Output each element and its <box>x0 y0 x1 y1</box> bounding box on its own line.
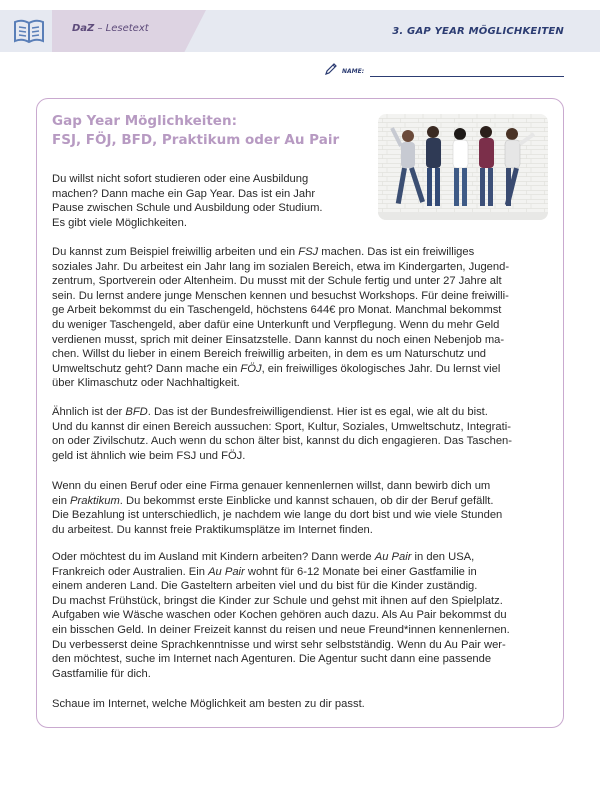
p1-line-5: ge Arbeit bekommst du ein Taschengeld, höchstens 644€ pro Monat. Manchmal bekommst <box>52 304 502 317</box>
p1-fsj-term: FSJ <box>298 246 319 258</box>
p3-line-1: Wenn du einen Beruf oder eine Firma genauer kennenlernen willst, dann bewirb dich um <box>52 480 491 492</box>
p2-line-4: geld ist ähnlich wie beim FSJ und FÖJ. <box>52 449 246 462</box>
title-line-2: FSJ, FÖJ, BFD, Praktikum oder Au Pair <box>52 132 340 148</box>
closing-sentence <box>52 697 548 712</box>
p3-line-4: du arbeitest. Du kannst freie Praktikumsplätze im Internet finden. <box>52 523 373 536</box>
p4-line-3: einem anderen Land. Die Gasteltern arbeiten viel und du bist für die Kinder zuständig. <box>52 580 478 593</box>
p1-line-9 <box>52 362 548 377</box>
p1-foej-term: FÖJ <box>240 362 262 375</box>
p1-line-1-c: machen. Das ist ein freiwilliges <box>318 246 475 258</box>
p4-line-7: Du verbesserst deine Sprachkenntnisse und wirst sehr selbstständig. Wenn du Au Pair wer- <box>52 638 506 651</box>
name-label: NAME: <box>342 68 365 75</box>
p4-line-2-c: wohnt für 6-12 Monate bei einer Gastfamilie in <box>244 565 477 578</box>
name-field[interactable] <box>324 60 566 80</box>
p1-line-2: soziales Jahr. Du arbeitest ein Jahr lang im sozialen Bereich, etwa im Kindergarten, Jugend- <box>52 260 510 273</box>
p3-line-2-c: . Du bekommst erste Einblicke und kannst schauen, ob dir der Beruf gefällt. <box>119 494 494 507</box>
header-bar <box>0 0 600 52</box>
intro-line-2: machen? Dann mache ein Gap Year. Das ist ein Jahr <box>52 187 316 200</box>
p1-line-1 <box>52 245 548 260</box>
p1-line-3: zentrum, Sportverein oder Altenheim. Du musst mit der Schule fertig und unter 27 Jahre alt <box>52 275 502 288</box>
intro-line-4: Es gibt viele Möglichkeiten. <box>52 216 187 229</box>
name-line[interactable] <box>370 76 564 77</box>
title-line-1: Gap Year Möglichkeiten: <box>52 113 237 129</box>
p4-au-pair-term: Au Pair <box>374 551 412 563</box>
p4-line-4: Du machst Frühstück, bringst die Kinder zur Schule und gehst mit ihnen auf den Spielplatz. <box>52 594 503 607</box>
p3-line-3: Die Bezahlung ist unterschiedlich, je nachdem wie lange du dort bist und wie viele Stunden <box>52 509 503 522</box>
p4-line-5: Aufgaben wie Wäsche waschen oder Kochen gehören auch dazu. Als Au Pair bekommst du <box>52 609 507 622</box>
paragraph-au-pair <box>52 550 548 681</box>
p4-line-9: Gastfamilie für dich. <box>52 667 151 680</box>
p4-line-8: den möchtest, suche im Internet nach Agenturen. Die Agentur sucht dann eine passende <box>52 653 492 666</box>
pencil-icon <box>324 62 338 76</box>
p1-line-9-c: , ein freiwilliges ökologisches Jahr. Du lernst viel <box>261 362 501 375</box>
p2-line-3: on oder Zivilschutz. Auch wenn du schon älter bist, kannst du dich engagieren. Das Taschen- <box>52 435 512 448</box>
subject-label-bold: DaZ <box>72 23 95 34</box>
p4-line-1-c: in den USA, <box>411 551 475 563</box>
page-title <box>52 112 362 150</box>
worksheet-title: 3. GAP YEAR MÖGLICHKEITEN <box>392 26 564 37</box>
intro-line-1: Du willst nicht sofort studieren oder eine Ausbildung <box>52 173 309 185</box>
paragraph-bfd <box>52 405 548 463</box>
p1-line-9-a: Umweltschutz geht? Dann mache ein <box>52 362 241 375</box>
intro-paragraph <box>52 172 352 230</box>
p4-line-2-a: Frankreich oder Australien. Ein <box>52 565 209 578</box>
p4-line-6: ein bisschen Geld. In deiner Freizeit kannst du reisen und neue Freund*innen kennenlernen. <box>52 623 510 636</box>
p1-line-6: du weniger Taschengeld, aber dafür eine Unterkunft und Verpflegung. Wenn du mehr Geld <box>52 318 500 331</box>
subject-label <box>72 23 149 34</box>
p4-line-2 <box>52 565 548 580</box>
intro-line-3: Pause zwischen Schule und Ausbildung oder Studium. <box>52 202 323 215</box>
p1-line-10: über Klimaschutz oder Nachhaltigkeit. <box>52 377 240 390</box>
p4-au-pair-term-2: Au Pair <box>208 565 245 578</box>
p2-bfd-term: BFD <box>125 406 148 418</box>
group-photo <box>378 114 548 220</box>
p2-line-2: Und du kannst dir einen Bereich aussuchen: Sport, Kultur, Soziales, Umweltschutz, Integrati- <box>52 420 511 433</box>
p3-line-2 <box>52 494 548 509</box>
p2-line-1 <box>52 405 548 420</box>
p3-praktikum-term: Praktikum <box>70 494 120 507</box>
paragraph-fsj <box>52 245 548 391</box>
subject-label-rest: – Lesetext <box>94 23 149 34</box>
p4-line-1-a: Oder möchtest du im Ausland mit Kindern arbeiten? Dann werde <box>52 551 375 563</box>
p3-line-2-a: ein <box>52 494 71 507</box>
paragraph-praktikum <box>52 479 548 537</box>
p4-line-1 <box>52 550 548 565</box>
p1-line-1-a: Du kannst zum Beispiel freiwillig arbeiten und ein <box>52 246 299 258</box>
p1-line-8: chen. Willst du lieber in einem Bereich freiwillig arbeiten, in dem es um Naturschutz und <box>52 348 487 361</box>
closing-line: Schaue im Internet, welche Möglichkeit am besten zu dir passt. <box>52 698 365 710</box>
p1-line-4: sein. Du lernst andere junge Menschen kennen und besuchst Workshops. Für deine freiwilli- <box>52 289 509 302</box>
p1-line-7: verdienen musst, sprich mit deiner Einsatzstelle. Dann kannst du noch einen Nebenjob ma- <box>52 333 505 346</box>
p2-line-1-a: Ähnlich ist der <box>52 406 126 418</box>
book-icon <box>12 16 46 46</box>
p2-line-1-c: . Das ist der Bundesfreiwilligendienst. Hier ist es egal, wie alt du bist. <box>147 406 488 418</box>
